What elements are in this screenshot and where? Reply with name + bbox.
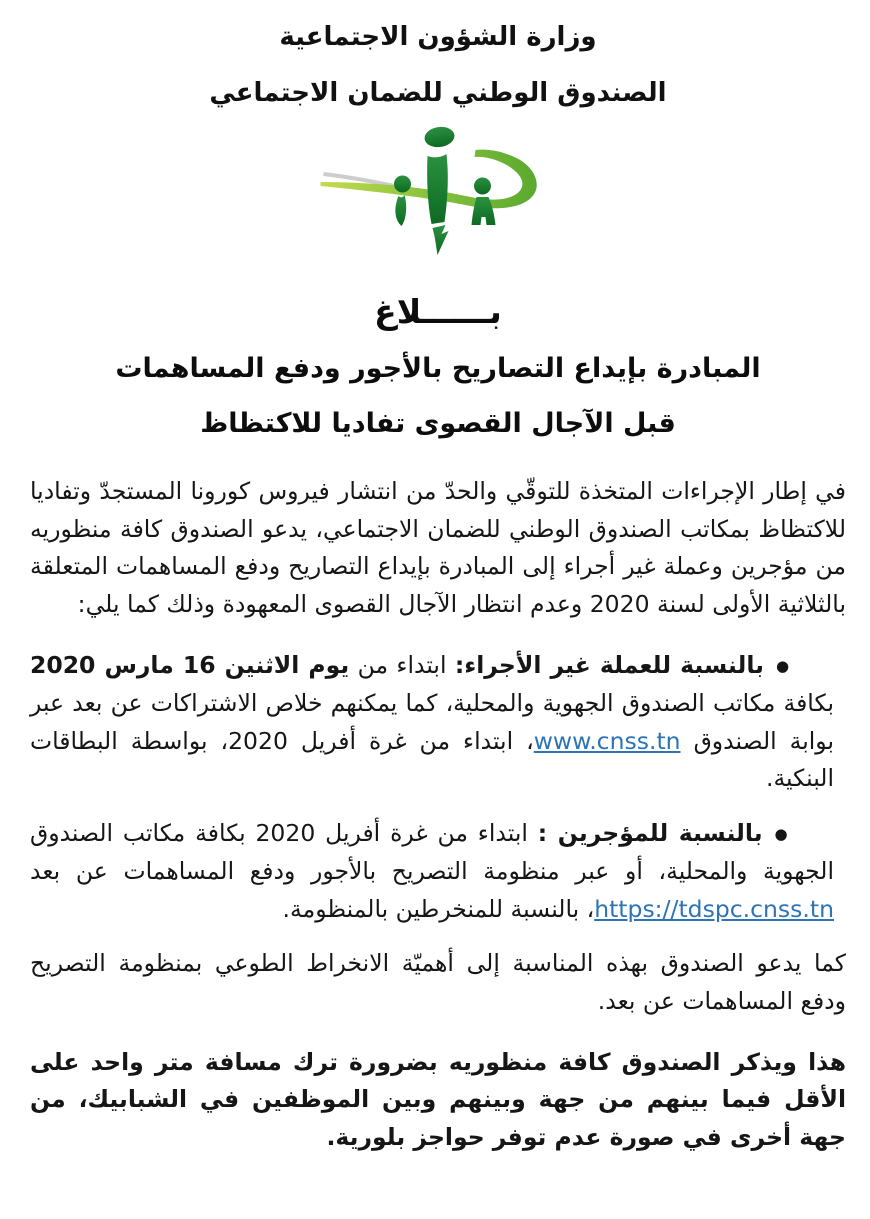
notice-title: بــــــلاغ xyxy=(374,292,502,331)
bullet-icon: ● xyxy=(774,824,791,843)
fund-name: الصندوق الوطني للضمان الاجتماعي xyxy=(209,78,667,108)
notice-subtitle-2: قبل الآجال القصوى تفاديا للاكتظاظ xyxy=(200,408,676,439)
list-item-non-salaried-workers xyxy=(30,647,834,798)
intro-paragraph: في إطار الإجراءات المتخذة للتوقّي والحدّ من انتشار فيروس كورونا المستجدّ وتفاديا للاكتظاظ بمكاتب الصندوق الوطني للضمان الاجتماعي، يدعو الصندوق كافة منظوريه من مؤجرين وعملة غير أجراء إلى المبادرة بإيداع التصاريح ودفع المساهمات المتعلقة بالثلاثية الأولى لسنة 2020 وعدم انتظار الآجال القصوى المعهودة وذلك كما يلي: xyxy=(30,477,846,618)
bullet-text: ، بالنسبة للمنخرطين بالمنظومة. xyxy=(282,894,595,923)
bullet-text: ابتداء من غرة أفريل 2020 بكافة مكاتب الصندوق الجهوية والمحلية، أو عبر منظومة التصريح بالأجور ودفع المساهمات عن بعد xyxy=(30,818,834,885)
cnss-family-logo-icon xyxy=(319,124,557,264)
measures-list xyxy=(30,647,846,929)
bullet-text: ، ابتداء من غرة أفريل 2020، بواسطة البطاقات البنكية. xyxy=(30,726,834,792)
voluntary-enrollment-paragraph: كما يدعو الصندوق بهذه المناسبة إلى أهميّة الانخراط الطوعي بمنظومة التصريح ودفع المساهمات عن بعد. xyxy=(30,949,846,1015)
distancing-notice-paragraph: هذا ويذكر الصندوق كافة منظوريه بضرورة ترك مسافة متر واحد على الأقل فيما بينهم من جهة وبينهم وبين الموظفين في الشبابيك، من جهة أخرى في صورة عدم توفر حواجز بلورية. xyxy=(30,1047,846,1151)
start-date: يوم الاثنين 16 مارس 2020 xyxy=(30,650,350,679)
bullet-heading: بالنسبة للعملة غير الأجراء: xyxy=(454,650,764,679)
bullet-heading: بالنسبة للمؤجرين : xyxy=(537,818,763,847)
bullet-icon: ● xyxy=(776,656,790,675)
ministry-name: وزارة الشؤون الاجتماعية xyxy=(279,22,597,52)
list-item-employers xyxy=(30,815,834,929)
cnss-portal-link[interactable]: www.cnss.tn xyxy=(533,726,681,755)
notice-subtitle-1: المبادرة بإيداع التصاريح بالأجور ودفع المساهمات xyxy=(115,353,761,384)
bullet-text: بكافة مكاتب الصندوق الجهوية والمحلية، كما يمكنهم خلاص الاشتراكات عن بعد عبر بوابة الصندوق xyxy=(30,689,834,755)
bullet-text: ابتداء من xyxy=(349,650,455,679)
cnss-logo xyxy=(30,124,846,264)
tdspc-portal-link[interactable]: https://tdspc.cnss.tn xyxy=(594,894,834,923)
